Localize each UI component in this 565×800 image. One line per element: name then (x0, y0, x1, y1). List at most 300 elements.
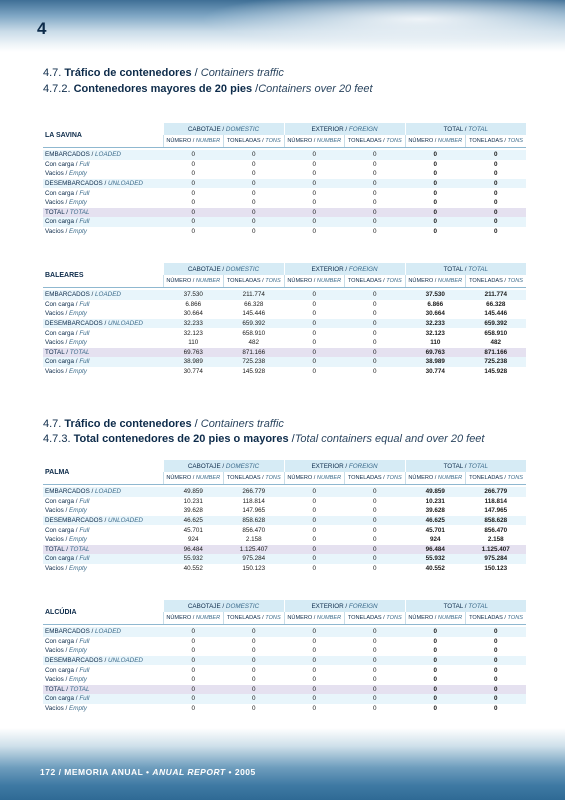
row-label: TOTAL / TOTAL (43, 545, 163, 555)
table-cell: 0 (284, 685, 345, 695)
row-label: Con carga / Full (43, 665, 163, 675)
table-cell: 0 (466, 150, 527, 160)
table-cell: 0 (284, 160, 345, 170)
table-cell: 46.625 (405, 516, 466, 526)
table-cell: 30.664 (405, 309, 466, 319)
table-row (43, 309, 526, 319)
header-toneladas: TONELADAS / TONS (345, 472, 406, 485)
table-cell: 0 (345, 290, 406, 300)
header-total: TOTAL / TOTAL (405, 263, 526, 275)
table-cell: 0 (284, 564, 345, 574)
table-cell: 0 (405, 160, 466, 170)
table-cell: 975.284 (224, 554, 285, 564)
row-label: Vacíos / Empty (43, 506, 163, 516)
table-cell: 145.446 (224, 309, 285, 319)
table-cell: 69.763 (163, 348, 224, 358)
header-exterior: EXTERIOR / FOREIGN (284, 600, 405, 612)
footer (40, 767, 256, 777)
table-cell: 6.866 (163, 300, 224, 310)
row-label: Vacíos / Empty (43, 198, 163, 208)
table-cell: 147.965 (466, 506, 527, 516)
table-la-savina (43, 123, 526, 236)
separator: / (191, 418, 201, 430)
table-cell: 0 (466, 665, 527, 675)
header-exterior: EXTERIOR / FOREIGN (284, 123, 405, 135)
table-row (43, 179, 526, 189)
row-label: DESEMBARCADOS / UNLOADED (43, 319, 163, 329)
table-cell: 0 (466, 675, 527, 685)
table-cell: 0 (345, 300, 406, 310)
table-cell: 0 (163, 675, 224, 685)
table-cell: 0 (405, 646, 466, 656)
table-cell: 0 (224, 694, 285, 704)
table-row (43, 516, 526, 526)
row-label: DESEMBARCADOS / UNLOADED (43, 516, 163, 526)
table-cell: 0 (284, 497, 345, 507)
table-cell: 0 (405, 656, 466, 666)
port-name: PALMA (43, 460, 163, 485)
table-cell: 32.123 (163, 328, 224, 338)
header-numero: NÚMERO / NUMBER (163, 612, 224, 625)
table-cell: 0 (405, 188, 466, 198)
table-cell: 0 (224, 227, 285, 237)
table-cell: 0 (345, 198, 406, 208)
section-heading-containers-traffic (43, 67, 284, 79)
table-cell: 0 (345, 208, 406, 218)
table-cell: 0 (163, 150, 224, 160)
table-cell: 10.231 (405, 497, 466, 507)
table-cell: 0 (163, 198, 224, 208)
table-cell: 0 (224, 665, 285, 675)
table-cell: 0 (284, 217, 345, 227)
table-cell: 6.866 (405, 300, 466, 310)
table-cell: 0 (405, 198, 466, 208)
header-exterior: EXTERIOR / FOREIGN (284, 263, 405, 275)
table-row (43, 348, 526, 358)
row-label: Con carga / Full (43, 497, 163, 507)
row-label: Vacíos / Empty (43, 646, 163, 656)
row-label: Con carga / Full (43, 637, 163, 647)
table-cell: 0 (284, 169, 345, 179)
table-row (43, 160, 526, 170)
table-cell: 45.701 (163, 525, 224, 535)
table-cell: 0 (224, 150, 285, 160)
table-cell: 0 (224, 637, 285, 647)
row-label: Con carga / Full (43, 525, 163, 535)
row-label: Con carga / Full (43, 160, 163, 170)
table-cell: 49.859 (163, 487, 224, 497)
table-cell: 0 (405, 704, 466, 714)
row-label: Con carga / Full (43, 300, 163, 310)
table-cell: 0 (405, 675, 466, 685)
table-cell: 66.328 (224, 300, 285, 310)
footer-year: • 2005 (228, 767, 256, 777)
table-cell: 0 (405, 150, 466, 160)
header-toneladas: TONELADAS / TONS (466, 135, 527, 148)
table-cell: 0 (405, 637, 466, 647)
table-row (43, 290, 526, 300)
row-label: Vacíos / Empty (43, 704, 163, 714)
table-cell: 46.625 (163, 516, 224, 526)
header-numero: NÚMERO / NUMBER (284, 472, 345, 485)
header-numero: NÚMERO / NUMBER (405, 472, 466, 485)
subsection-heading-total-20 (43, 433, 485, 445)
table-cell: 0 (405, 169, 466, 179)
table-row (43, 300, 526, 310)
table-cell: 0 (284, 656, 345, 666)
header-toneladas: TONELADAS / TONS (345, 275, 406, 288)
table-cell: 0 (284, 637, 345, 647)
table-cell: 0 (405, 208, 466, 218)
header-numero: NÚMERO / NUMBER (284, 275, 345, 288)
header-toneladas: TONELADAS / TONS (224, 472, 285, 485)
header-toneladas: TONELADAS / TONS (345, 612, 406, 625)
table-cell: 0 (345, 525, 406, 535)
section-title-es: Tráfico de contenedores (64, 418, 192, 430)
table-cell: 0 (345, 338, 406, 348)
header-total: TOTAL / TOTAL (405, 460, 526, 472)
table-row (43, 545, 526, 555)
row-label: Con carga / Full (43, 694, 163, 704)
table-row (43, 338, 526, 348)
table-cell: 0 (345, 535, 406, 545)
header-toneladas: TONELADAS / TONS (224, 612, 285, 625)
table-row (43, 637, 526, 647)
subsection-heading-over-20 (43, 83, 373, 95)
row-label: TOTAL / TOTAL (43, 685, 163, 695)
table-cell: 32.233 (163, 319, 224, 329)
table-cell: 0 (345, 309, 406, 319)
table-cell: 40.552 (163, 564, 224, 574)
table-cell: 118.814 (224, 497, 285, 507)
header-exterior: EXTERIOR / FOREIGN (284, 460, 405, 472)
table-cell: 0 (163, 160, 224, 170)
header-numero: NÚMERO / NUMBER (284, 612, 345, 625)
header-cabotaje: CABOTAJE / DOMESTIC (163, 123, 284, 135)
page-number: 172 (40, 767, 56, 777)
table-cell: 0 (284, 545, 345, 555)
row-label: Vacíos / Empty (43, 675, 163, 685)
row-label: TOTAL / TOTAL (43, 208, 163, 218)
table-cell: 0 (284, 198, 345, 208)
table-cell: 96.484 (163, 545, 224, 555)
table-cell: 0 (345, 656, 406, 666)
table-cell: 0 (345, 685, 406, 695)
table-cell: 0 (224, 217, 285, 227)
table-cell: 55.932 (405, 554, 466, 564)
table-cell: 0 (163, 169, 224, 179)
table-cell: 0 (466, 685, 527, 695)
table-cell: 858.628 (466, 516, 527, 526)
subsection-title-en: Containers over 20 feet (258, 83, 373, 95)
subsection-title-es: Total contenedores de 20 pies o mayores (73, 433, 289, 445)
table-cell: 0 (466, 160, 527, 170)
table-cell: 0 (466, 646, 527, 656)
table-cell: 0 (163, 637, 224, 647)
table-cell: 0 (405, 179, 466, 189)
header-toneladas: TONELADAS / TONS (345, 135, 406, 148)
section-number: 4.7. (43, 67, 62, 79)
header-numero: NÚMERO / NUMBER (163, 275, 224, 288)
table-cell: 38.989 (163, 357, 224, 367)
header-numero: NÚMERO / NUMBER (163, 472, 224, 485)
table-cell: 0 (345, 516, 406, 526)
table-cell: 0 (345, 357, 406, 367)
table-cell: 0 (163, 179, 224, 189)
row-label: EMBARCADOS / LOADED (43, 487, 163, 497)
chapter-number: 4 (37, 19, 47, 38)
table-cell: 0 (284, 319, 345, 329)
table-cell: 0 (345, 554, 406, 564)
table-cell: 118.814 (466, 497, 527, 507)
row-label: DESEMBARCADOS / UNLOADED (43, 656, 163, 666)
table-cell: 0 (405, 665, 466, 675)
table-cell: 856.470 (224, 525, 285, 535)
table-cell: 0 (466, 227, 527, 237)
table-cell: 38.989 (405, 357, 466, 367)
table-cell: 0 (224, 627, 285, 637)
section-title-en: Containers traffic (200, 418, 284, 430)
table-cell: 0 (284, 646, 345, 656)
table-cell: 39.628 (405, 506, 466, 516)
table-cell: 0 (345, 150, 406, 160)
table-cell: 975.284 (466, 554, 527, 564)
table-row (43, 627, 526, 637)
table-cell: 110 (163, 338, 224, 348)
table-cell: 0 (284, 487, 345, 497)
table-cell: 147.965 (224, 506, 285, 516)
table-cell: 55.932 (163, 554, 224, 564)
table-cell: 10.231 (163, 497, 224, 507)
table-cell: 658.910 (466, 328, 527, 338)
table-row (43, 357, 526, 367)
table-cell: 0 (345, 367, 406, 377)
table-cell: 0 (284, 535, 345, 545)
table-cell: 0 (284, 665, 345, 675)
table-cell: 0 (163, 685, 224, 695)
table-palma (43, 460, 526, 573)
port-name: ALCÚDIA (43, 600, 163, 625)
table-cell: 0 (284, 348, 345, 358)
section-number: 4.7. (43, 418, 62, 430)
row-label: Con carga / Full (43, 188, 163, 198)
table-cell: 266.779 (466, 487, 527, 497)
table-cell: 0 (284, 290, 345, 300)
table-cell: 858.628 (224, 516, 285, 526)
port-name: LA SAVINA (43, 123, 163, 148)
table-cell: 659.392 (224, 319, 285, 329)
table-cell: 69.763 (405, 348, 466, 358)
table-cell: 0 (345, 497, 406, 507)
header-cabotaje: CABOTAJE / DOMESTIC (163, 600, 284, 612)
table-cell: 45.701 (405, 525, 466, 535)
table-row (43, 150, 526, 160)
table-cell: 0 (163, 627, 224, 637)
row-label: DESEMBARCADOS / UNLOADED (43, 179, 163, 189)
table-cell: 0 (163, 188, 224, 198)
table-cell: 49.859 (405, 487, 466, 497)
table-cell: 30.774 (405, 367, 466, 377)
table-cell: 0 (345, 564, 406, 574)
table-cell: 0 (345, 694, 406, 704)
table-cell: 856.470 (466, 525, 527, 535)
table-cell: 0 (466, 704, 527, 714)
table-cell: 0 (284, 300, 345, 310)
table-cell: 924 (163, 535, 224, 545)
header-cabotaje: CABOTAJE / DOMESTIC (163, 460, 284, 472)
table-cell: 145.928 (224, 367, 285, 377)
row-label: EMBARCADOS / LOADED (43, 150, 163, 160)
table-cell: 924 (405, 535, 466, 545)
table-row (43, 525, 526, 535)
table-cell: 150.123 (466, 564, 527, 574)
table-cell: 0 (345, 637, 406, 647)
subsection-title-en: Total containers equal and over 20 feet (294, 433, 485, 445)
table-cell: 150.123 (224, 564, 285, 574)
table-row (43, 208, 526, 218)
footer-sea-band (0, 728, 565, 800)
table-cell: 0 (405, 217, 466, 227)
header-toneladas: TONELADAS / TONS (224, 135, 285, 148)
table-cell: 211.774 (224, 290, 285, 300)
table-cell: 145.446 (466, 309, 527, 319)
table-cell: 0 (284, 179, 345, 189)
table-cell: 0 (224, 704, 285, 714)
table-cell: 40.552 (405, 564, 466, 574)
table-cell: 0 (284, 367, 345, 377)
table-cell: 0 (284, 704, 345, 714)
table-row (43, 319, 526, 329)
table-cell: 725.238 (466, 357, 527, 367)
section-heading-containers-traffic-2 (43, 418, 284, 430)
table-row (43, 487, 526, 497)
table-cell: 0 (345, 188, 406, 198)
table-cell: 0 (345, 506, 406, 516)
table-cell: 0 (163, 704, 224, 714)
header-total: TOTAL / TOTAL (405, 600, 526, 612)
row-label: Vacíos / Empty (43, 227, 163, 237)
section-title-es: Tráfico de contenedores (64, 67, 192, 79)
row-label: Con carga / Full (43, 554, 163, 564)
table-cell: 66.328 (466, 300, 527, 310)
subsection-number: 4.7.2. (43, 83, 71, 95)
table-cell: 0 (345, 319, 406, 329)
table-cell: 211.774 (466, 290, 527, 300)
table-cell: 0 (284, 309, 345, 319)
table-cell: 0 (163, 665, 224, 675)
table-cell: 0 (345, 646, 406, 656)
table-cell: 0 (224, 656, 285, 666)
table-row (43, 656, 526, 666)
table-cell: 0 (466, 198, 527, 208)
row-label: EMBARCADOS / LOADED (43, 290, 163, 300)
table-cell: 110 (405, 338, 466, 348)
table-cell: 39.628 (163, 506, 224, 516)
table-alcudia (43, 600, 526, 713)
port-name: BALEARES (43, 263, 163, 288)
header-toneladas: TONELADAS / TONS (466, 472, 527, 485)
table-cell: 0 (224, 198, 285, 208)
table-cell: 0 (284, 694, 345, 704)
table-cell: 266.779 (224, 487, 285, 497)
header-toneladas: TONELADAS / TONS (466, 612, 527, 625)
table-cell: 2.158 (224, 535, 285, 545)
table-cell: 145.928 (466, 367, 527, 377)
row-label: Vacíos / Empty (43, 367, 163, 377)
table-cell: 0 (345, 487, 406, 497)
table-cell: 0 (405, 227, 466, 237)
table-cell: 0 (163, 646, 224, 656)
table-cell: 0 (345, 675, 406, 685)
table-cell: 0 (163, 694, 224, 704)
row-label: Vacíos / Empty (43, 338, 163, 348)
table-cell: 0 (466, 627, 527, 637)
table-cell: 0 (224, 675, 285, 685)
table-cell: 32.123 (405, 328, 466, 338)
table-cell: 871.166 (466, 348, 527, 358)
header-numero: NÚMERO / NUMBER (405, 135, 466, 148)
header-numero: NÚMERO / NUMBER (405, 275, 466, 288)
table-cell: 482 (466, 338, 527, 348)
table-cell: 0 (163, 208, 224, 218)
table-cell: 0 (405, 685, 466, 695)
table-cell: 0 (345, 227, 406, 237)
table-cell: 37.530 (405, 290, 466, 300)
table-cell: 0 (345, 545, 406, 555)
table-cell: 0 (466, 169, 527, 179)
footer-label: / MEMORIA ANUAL • (58, 767, 150, 777)
table-row (43, 188, 526, 198)
table-cell: 0 (405, 694, 466, 704)
table-cell: 0 (345, 169, 406, 179)
table-cell: 0 (284, 227, 345, 237)
table-cell: 725.238 (224, 357, 285, 367)
row-label: Vacíos / Empty (43, 309, 163, 319)
table-cell: 0 (284, 188, 345, 198)
table-cell: 0 (163, 227, 224, 237)
separator: / (288, 433, 295, 445)
separator: / (252, 83, 259, 95)
table-cell: 0 (224, 685, 285, 695)
table-cell: 0 (345, 627, 406, 637)
table-cell: 37.530 (163, 290, 224, 300)
header-numero: NÚMERO / NUMBER (405, 612, 466, 625)
header-cloud-decoration (200, 0, 565, 48)
table-row (43, 198, 526, 208)
table-cell: 30.774 (163, 367, 224, 377)
table-cell: 0 (466, 694, 527, 704)
table-cell: 0 (284, 506, 345, 516)
table-cell: 0 (224, 169, 285, 179)
row-label: Vacíos / Empty (43, 564, 163, 574)
header-toneladas: TONELADAS / TONS (466, 275, 527, 288)
table-row (43, 169, 526, 179)
subsection-number: 4.7.3. (43, 433, 71, 445)
table-baleares (43, 263, 526, 376)
table-cell: 0 (284, 627, 345, 637)
table-cell: 0 (284, 525, 345, 535)
table-cell: 0 (224, 188, 285, 198)
table-cell: 0 (345, 179, 406, 189)
table-cell: 0 (284, 328, 345, 338)
table-row (43, 646, 526, 656)
table-cell: 0 (284, 150, 345, 160)
table-cell: 871.166 (224, 348, 285, 358)
table-cell: 0 (284, 554, 345, 564)
table-cell: 32.233 (405, 319, 466, 329)
table-row (43, 367, 526, 377)
table-row (43, 675, 526, 685)
